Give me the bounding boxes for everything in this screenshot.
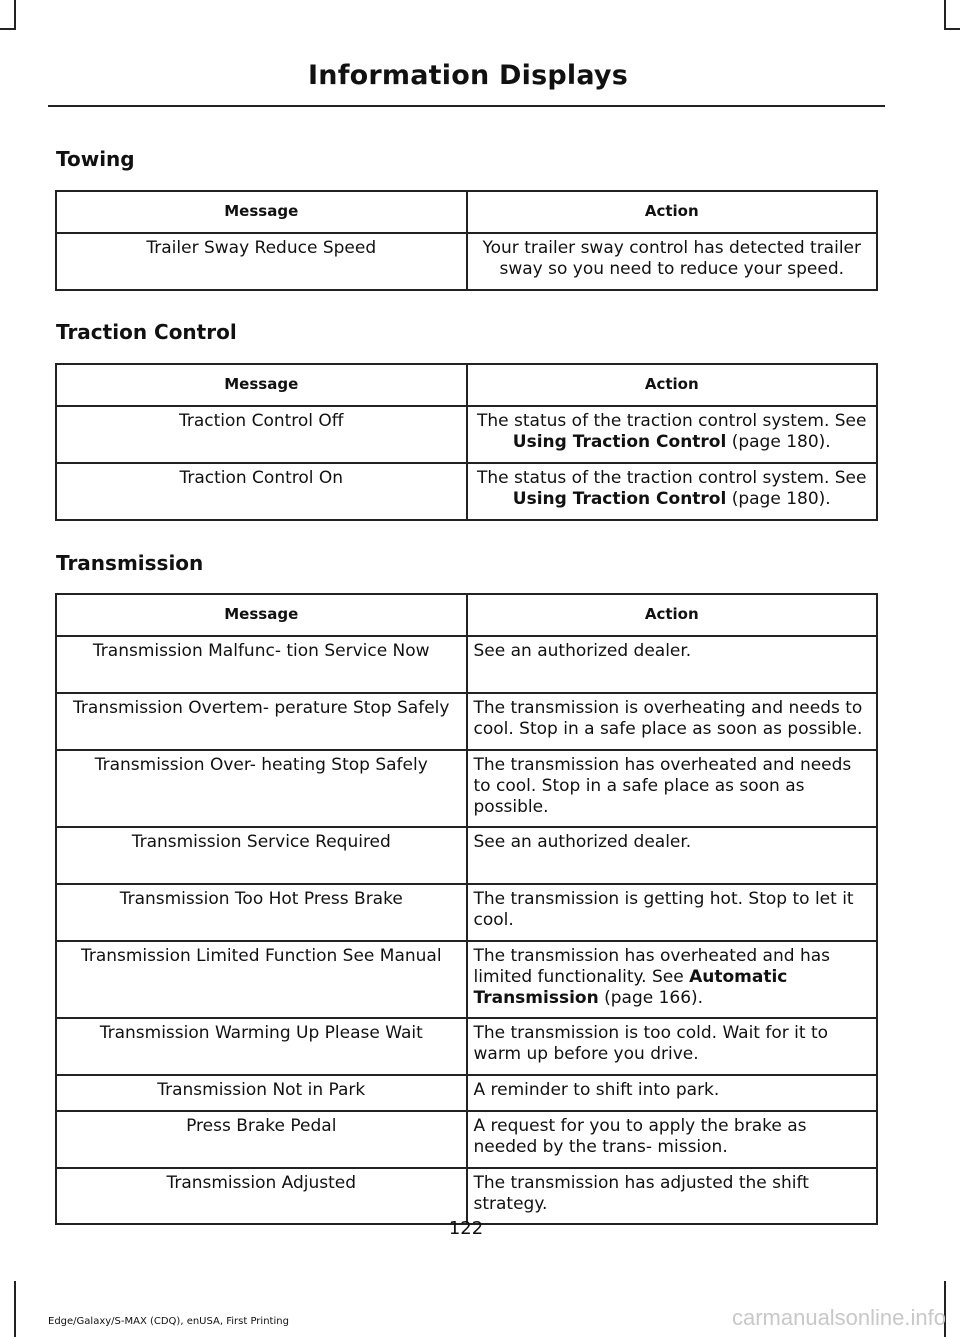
table-header-row [56, 364, 877, 406]
action-cell: The transmission has overheated and needs to cool. Stop in a safe place as soon as possible. [467, 750, 878, 827]
action-text: The transmission has overheated and has limited functionality. See [473, 946, 830, 987]
crop-mark [944, 28, 960, 30]
table-row [56, 233, 877, 290]
message-cell: Transmission Not in Park [56, 1075, 467, 1111]
header-rule [48, 105, 885, 107]
print-footer: Edge/Galaxy/S-MAX (CDQ), enUSA, First Printing [48, 1316, 289, 1327]
message-cell: Transmission Service Required [56, 827, 467, 884]
message-cell: Transmission Overtem- perature Stop Safely [56, 693, 467, 750]
towing-table [55, 190, 878, 291]
table-row [56, 827, 877, 884]
cross-reference-link[interactable]: Using Traction Control [512, 432, 727, 452]
message-cell: Transmission Warming Up Please Wait [56, 1018, 467, 1075]
page-number: 122 [448, 1218, 484, 1239]
column-header-message: Message [56, 594, 467, 636]
action-cell [467, 941, 878, 1018]
table-row [56, 884, 877, 941]
cross-reference-link[interactable]: Using Traction Control [512, 489, 727, 509]
message-cell: Transmission Too Hot Press Brake [56, 884, 467, 941]
towing-heading: Towing [56, 147, 135, 171]
page-reference: (page 180). [726, 489, 831, 509]
table-row [56, 693, 877, 750]
action-cell: The transmission is overheating and needs to cool. Stop in a safe place as soon as possible. [467, 693, 878, 750]
action-cell: The transmission has adjusted the shift strategy. [467, 1168, 878, 1224]
message-cell: Transmission Over- heating Stop Safely [56, 750, 467, 827]
action-text: The status of the traction control system. See [477, 411, 867, 431]
crop-mark [14, 0, 16, 30]
table-row [56, 1168, 877, 1224]
table-row [56, 1111, 877, 1168]
action-cell [467, 406, 878, 463]
traction-table [55, 363, 878, 521]
crop-mark [0, 28, 16, 30]
cross-reference-link[interactable]: Automatic Transmission [473, 967, 788, 1008]
action-cell: The transmission is getting hot. Stop to let it cool. [467, 884, 878, 941]
crop-mark [944, 0, 946, 30]
page-title: Information Displays [308, 60, 628, 91]
message-cell: Transmission Adjusted [56, 1168, 467, 1224]
table-row [56, 636, 877, 693]
table-row [56, 941, 877, 1018]
action-cell: See an authorized dealer. [467, 636, 878, 693]
column-header-action: Action [467, 594, 878, 636]
action-cell: A request for you to apply the brake as needed by the trans- mission. [467, 1111, 878, 1168]
transmission-heading: Transmission [56, 551, 204, 575]
transmission-table [55, 593, 878, 1225]
watermark: carmanualsonline.info [731, 1305, 946, 1330]
message-cell: Trailer Sway Reduce Speed [56, 233, 467, 290]
column-header-message: Message [56, 364, 467, 406]
page-reference: (page 180). [726, 432, 831, 452]
action-cell: A reminder to shift into park. [467, 1075, 878, 1111]
table-row [56, 750, 877, 827]
table-row [56, 1075, 877, 1111]
message-cell: Traction Control Off [56, 406, 467, 463]
message-cell: Transmission Malfunc- tion Service Now [56, 636, 467, 693]
table-row [56, 406, 877, 463]
action-cell: See an authorized dealer. [467, 827, 878, 884]
message-cell: Transmission Limited Function See Manual [56, 941, 467, 1018]
column-header-action: Action [467, 364, 878, 406]
table-row [56, 463, 877, 520]
action-cell [467, 463, 878, 520]
message-cell: Press Brake Pedal [56, 1111, 467, 1168]
traction-heading: Traction Control [56, 320, 237, 344]
table-header-row [56, 594, 877, 636]
crop-mark [14, 1281, 16, 1337]
table-header-row [56, 191, 877, 233]
column-header-message: Message [56, 191, 467, 233]
table-row [56, 1018, 877, 1075]
action-cell: The transmission is too cold. Wait for it to warm up before you drive. [467, 1018, 878, 1075]
action-cell: Your trailer sway control has detected trailer sway so you need to reduce your speed. [467, 233, 878, 290]
message-cell: Traction Control On [56, 463, 467, 520]
page-reference: (page 166). [598, 988, 704, 1008]
action-text: The status of the traction control system. See [477, 468, 867, 488]
column-header-action: Action [467, 191, 878, 233]
